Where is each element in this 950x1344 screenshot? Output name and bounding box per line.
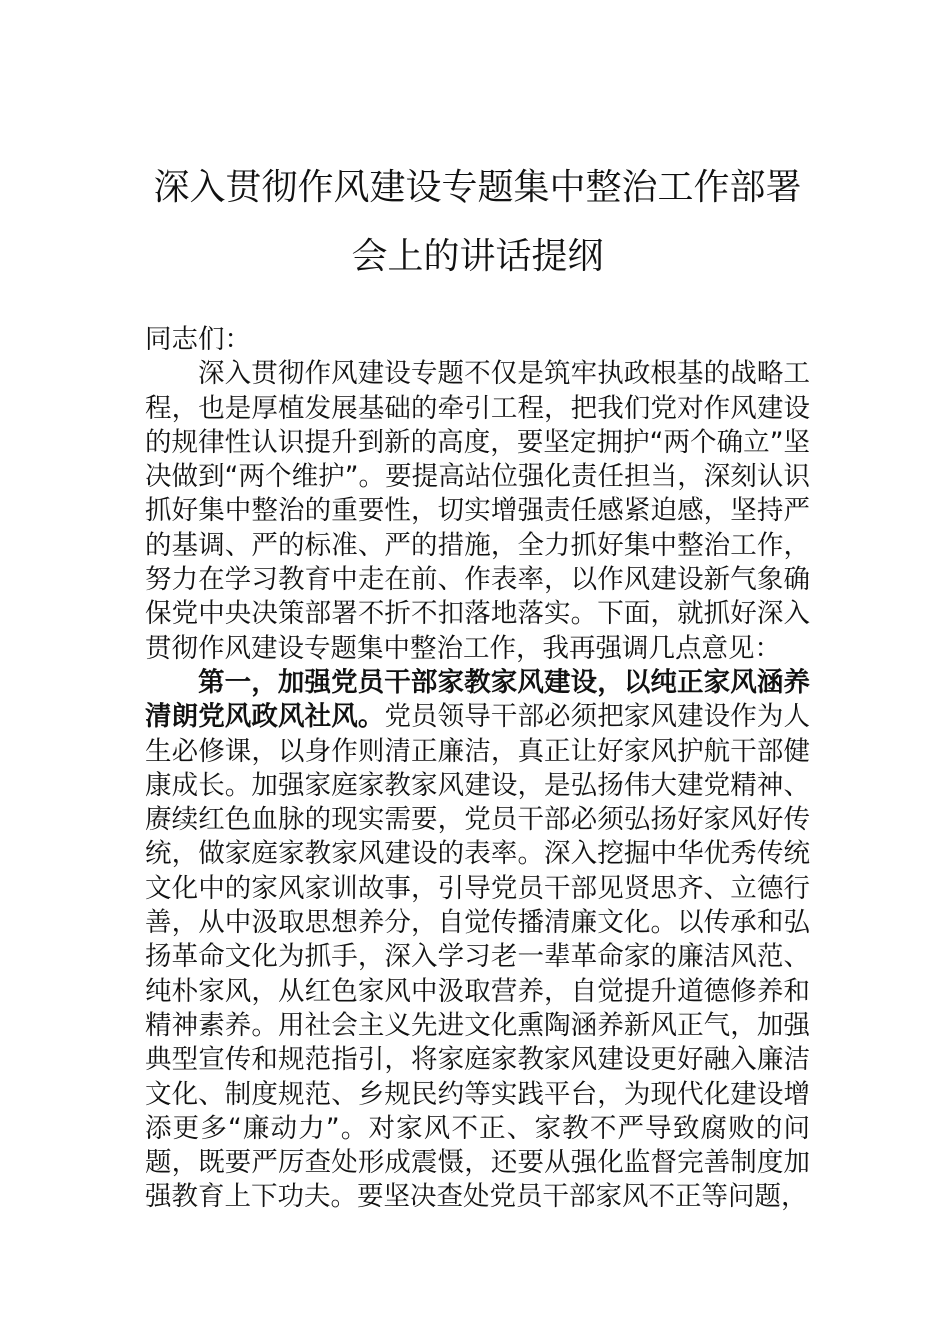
- salutation: 同志们：: [145, 324, 251, 355]
- paragraph-lead: 第一，加强党员干部家教家风建设，以纯正家风涵养清朗党风政风社风。: [145, 666, 810, 733]
- paragraph-intro: [145, 357, 810, 666]
- paragraph-text: 深入贯彻作风建设专题不仅是筑牢执政根基的战略工程，也是厚植发展基础的牵引工程，把我们党对作风建设的规律性认识提升到新的高度，要坚定拥护“两个确立”坚决做到“两个维护”。要提高站位强化责任担当，深刻认识抓好集中整治的重要性，切实增强责任感紧迫感，坚持严的基调、严的标准、严的措施，全力抓好集中整治工作，努力在学习教育中走在前、作表率，以作风建设新气象确保党中央决策部署不折不扣落地落实。下面，就抓好深入贯彻作风建设专题集中整治工作，我再强调几点意见：: [145, 358, 810, 664]
- paragraph-point-one: [145, 666, 810, 1215]
- document-title-line-1: 深入贯彻作风建设专题集中整治工作部署: [153, 167, 802, 208]
- paragraph-text: 党员领导干部必须把家风建设作为人生必修课，以身作则清正廉洁，真正让好家风护航干部健康成长。加强家庭家教家风建设，是弘扬伟大建党精神、赓续红色血脉的现实需要，党员干部必须弘扬好家风好传统，做家庭家教家风建设的表率。深入挖掘中华优秀传统文化中的家风家训故事，引导党员干部见贤思齐、立德行善，从中汲取思想养分，自觉传播清廉文化。以传承和弘扬革命文化为抓手，深入学习老一辈革命家的廉洁风范、纯朴家风，从红色家风中汲取营养，自觉提升道德修养和精神素养。用社会主义先进文化熏陶涵养新风正气，加强典型宣传和规范指引，将家庭家教家风建设更好融入廉洁文化、制度规范、乡规民约等实践平台，为现代化建设增添更多“廉动力”。对家风不正、家教不严导致腐败的问题，既要严厉查处形成震慑，还要从强化监督完善制度加强教育上下功夫。要坚决查处党员干部家风不正等问题，: [145, 701, 810, 1213]
- document-title-line-2: 会上的讲话提纲: [351, 236, 604, 277]
- document-body: [145, 323, 810, 1215]
